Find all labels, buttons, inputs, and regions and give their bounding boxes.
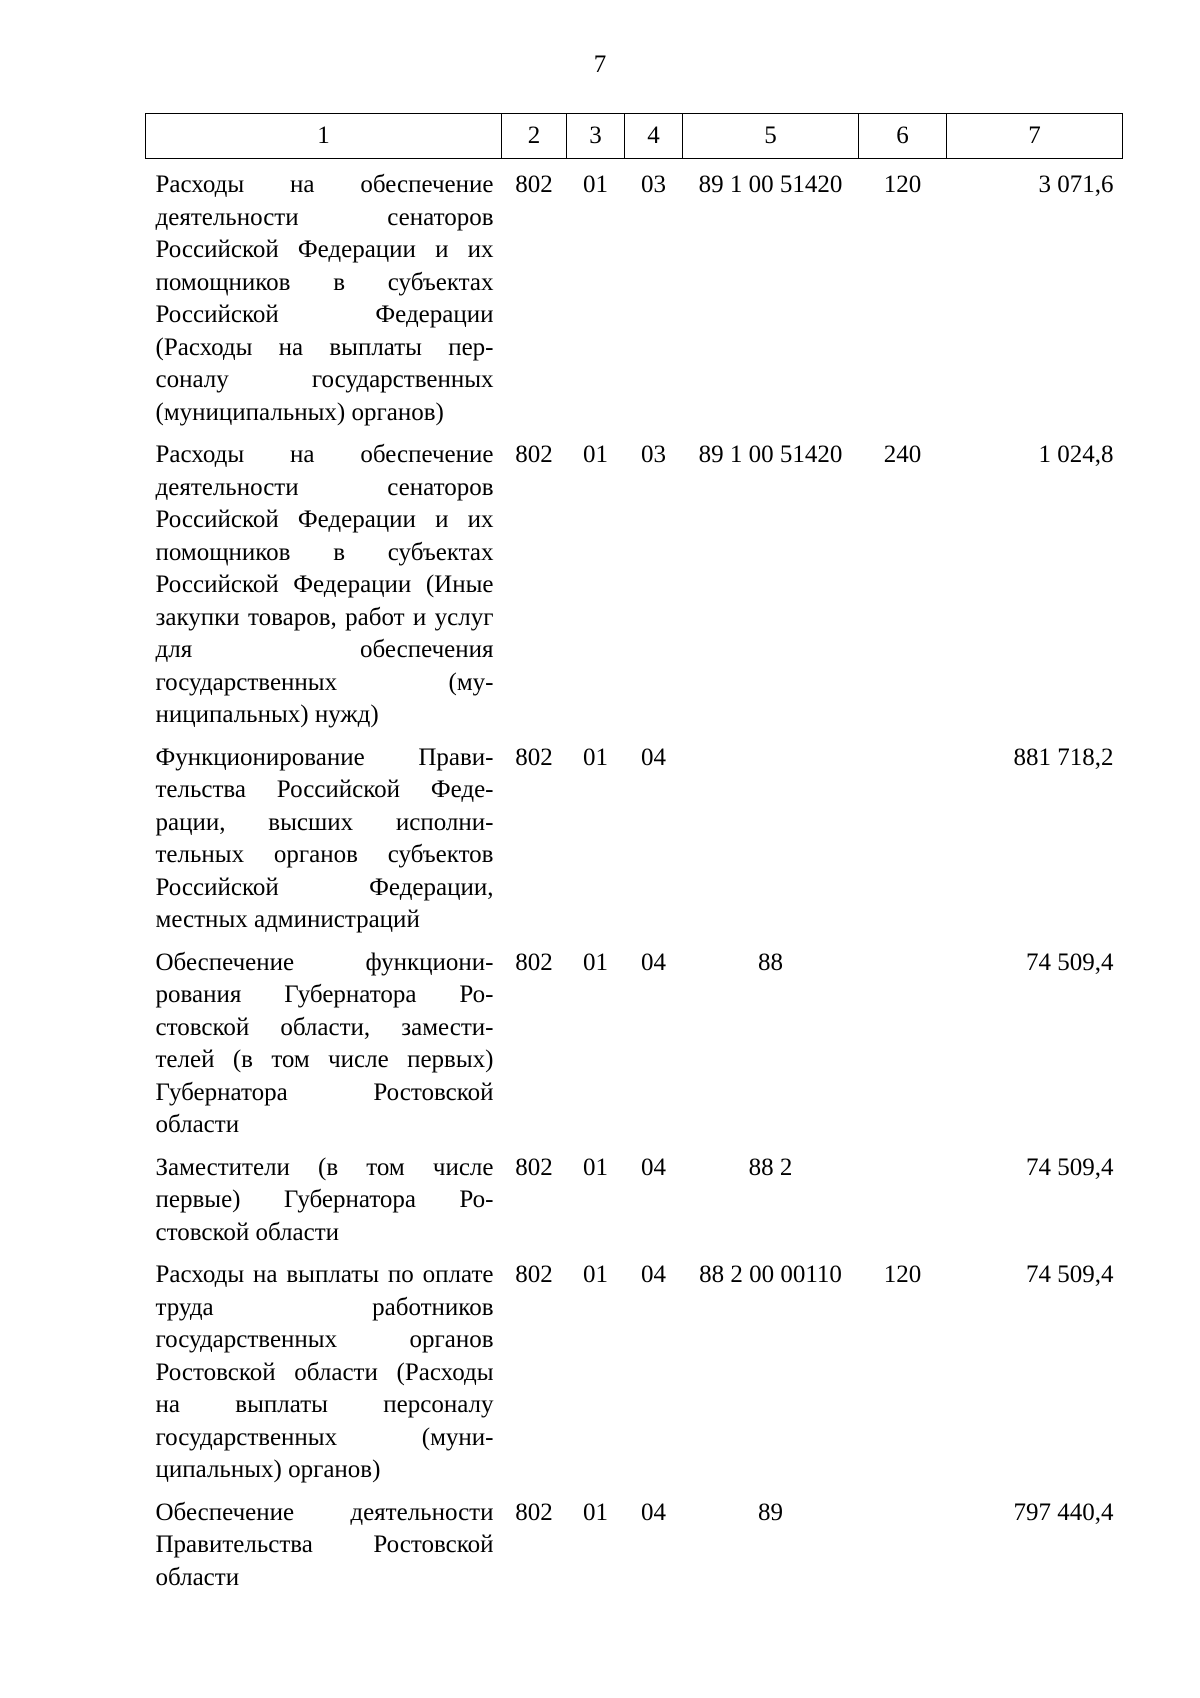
- row-vr: [859, 742, 947, 947]
- row-vr: 120: [883, 171, 922, 198]
- header-cell-1: 1: [146, 114, 502, 159]
- row-description: Обеспечение функционирования Губернатора Ростовской области, заместителей (в том числе первых) Губернатора Ростовской области: [155, 948, 494, 1138]
- row-csr: 89: [758, 1498, 783, 1526]
- row-vr: [859, 1152, 947, 1260]
- header-cell-6: 6: [859, 114, 947, 159]
- row-rz: 01: [583, 441, 608, 468]
- row-ved: 802: [515, 1498, 553, 1526]
- row-description: Обеспечение деятельности Правительства Ростовской области: [155, 1498, 494, 1591]
- row-description: Функционирование Правительства Российской Федерации, высших исполнительных органов субъектов Российской Федерации, местных администраций: [155, 743, 494, 933]
- row-pr: 03: [641, 171, 666, 198]
- row-pr: 04: [641, 743, 666, 771]
- row-sum: 74 509,4: [1026, 1261, 1114, 1288]
- table-row: [146, 1259, 1123, 1497]
- row-rz: 01: [583, 743, 608, 771]
- row-sum: 3 071,6: [1038, 171, 1114, 198]
- row-vr: 120: [883, 1261, 922, 1288]
- page-number: 7: [593, 51, 607, 78]
- row-sum: 74 509,4: [1026, 1153, 1114, 1181]
- table-row: [146, 159, 1123, 440]
- row-pr: 04: [641, 1153, 666, 1181]
- row-description: Расходы на выплаты по оплате труда работников государственных органов Ростовской области (Расходы на выплаты персоналу государственных (муниципальных) органов): [155, 1261, 494, 1483]
- row-description: Расходы на обеспечение деятельности сенаторов Российской Федерации и их помощников в субъектах Российской Федерации (Иные закупки товаров, работ и услуг для обеспечения государственных (муниципальных) нужд): [155, 441, 494, 728]
- row-pr: 04: [641, 948, 666, 976]
- header-cell-4: 4: [625, 114, 683, 159]
- row-rz: 01: [583, 1153, 608, 1181]
- header-cell-7: 7: [947, 114, 1123, 159]
- row-sum: 1 024,8: [1038, 441, 1114, 468]
- row-csr: 88 2 00 00110: [699, 1261, 842, 1288]
- row-vr: [859, 1497, 947, 1605]
- row-rz: 01: [583, 171, 608, 198]
- row-pr: 03: [641, 441, 666, 468]
- row-ved: 802: [515, 948, 553, 976]
- row-pr: 04: [641, 1498, 666, 1526]
- row-rz: 01: [583, 1498, 608, 1526]
- row-description: Заместители (в том числе первые) Губернатора Ростовской области: [155, 1153, 494, 1246]
- header-row: [146, 114, 1123, 159]
- row-csr: 89 1 00 51420: [698, 441, 843, 468]
- table-row: [146, 742, 1123, 947]
- row-sum: 74 509,4: [1026, 948, 1114, 976]
- row-sum: 881 718,2: [1013, 743, 1114, 771]
- header-cell-3: 3: [567, 114, 625, 159]
- row-vr: 240: [883, 441, 922, 468]
- row-rz: 01: [583, 1261, 608, 1288]
- row-pr: 04: [641, 1261, 666, 1288]
- table-row: [146, 1497, 1123, 1605]
- row-vr: [859, 947, 947, 1152]
- budget-table: [145, 113, 1123, 1604]
- row-ved: 802: [515, 1261, 553, 1288]
- row-csr: [683, 742, 859, 947]
- table-row: [146, 947, 1123, 1152]
- row-ved: 802: [515, 1153, 553, 1181]
- row-ved: 802: [515, 441, 553, 468]
- row-ved: 802: [515, 171, 553, 198]
- row-csr: 89 1 00 51420: [698, 171, 843, 198]
- row-csr: 88 2: [748, 1153, 793, 1181]
- row-rz: 01: [583, 948, 608, 976]
- table-row: [146, 1152, 1123, 1260]
- header-cell-5: 5: [683, 114, 859, 159]
- row-sum: 797 440,4: [1013, 1498, 1114, 1526]
- row-ved: 802: [515, 743, 553, 771]
- header-cell-2: 2: [502, 114, 567, 159]
- row-csr: 88: [758, 948, 783, 976]
- row-description: Расходы на обеспечение деятельности сенаторов Российской Федерации и их помощников в субъектах Российской Федерации (Расходы на выплаты персоналу государственных (муниципальных) органов): [155, 171, 494, 426]
- table-row: [146, 439, 1123, 742]
